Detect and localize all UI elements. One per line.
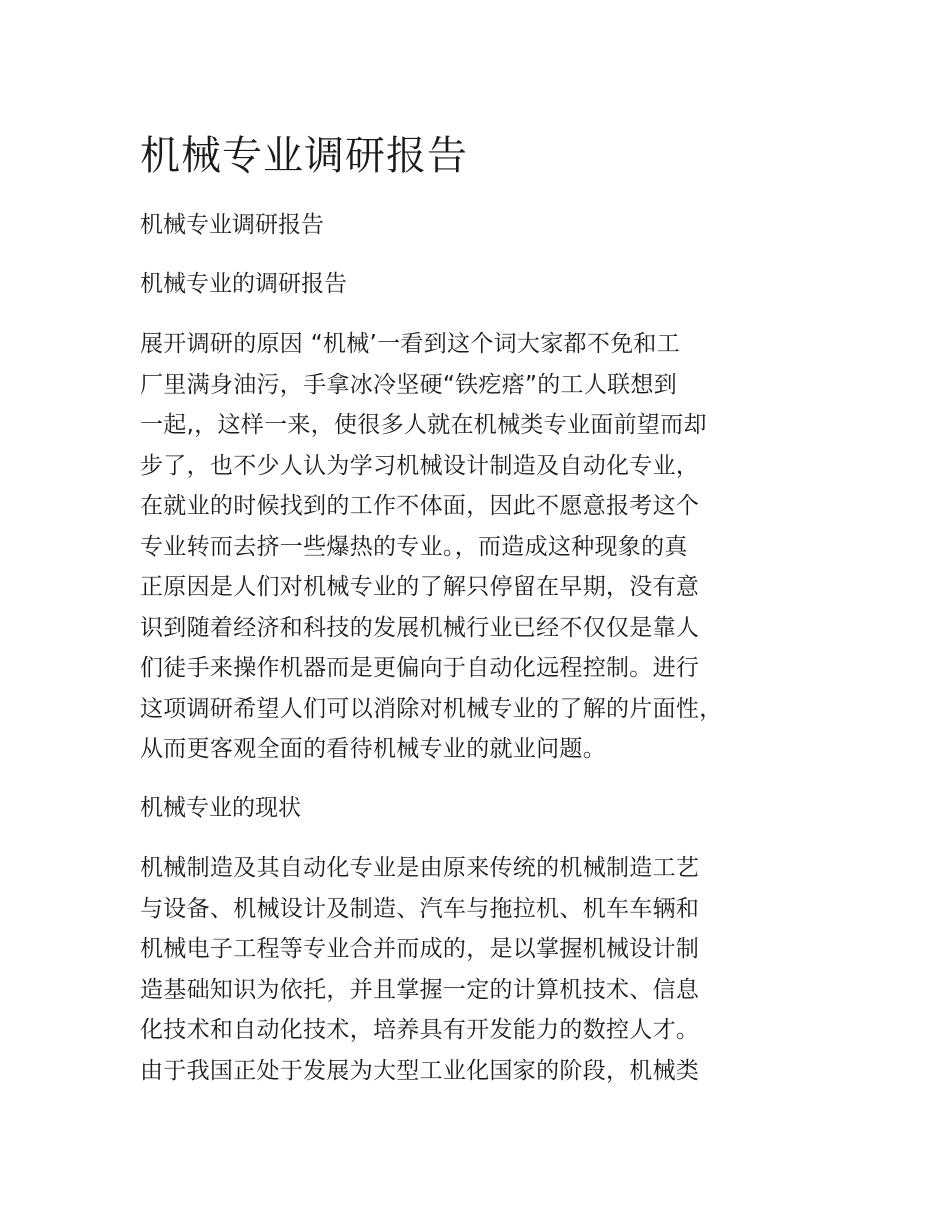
- paragraph-line: 们徒手来操作机器而是更偏向于自动化远程控制。进行: [140, 655, 700, 681]
- paragraph-line: 由于我国正处于发展为大型工业化国家的阶段，机械类: [140, 1057, 700, 1084]
- section-heading-current-status: 机械专业的现状: [140, 795, 301, 821]
- paragraph-line: 这项调研希望人们可以消除对机械专业的了解的片面性，: [140, 695, 723, 722]
- paragraph-line: 识到随着经济和科技的发展机械行业已经不仅仅是靠人: [140, 614, 700, 641]
- paragraph-line: 机械电子工程等专业合并而成的，是以掌握机械设计制: [140, 936, 700, 962]
- paragraph-line: 步了，也不少人认为学习机械设计制造及自动化专业，: [140, 452, 700, 479]
- paragraph-line: 化技术和自动化技术，培养具有开发能力的数控人才。: [140, 1017, 700, 1043]
- paragraph-line: 与设备、机械设计及制造、汽车与拖拉机、机车车辆和: [140, 895, 700, 922]
- document-title: 机械专业调研报告: [140, 133, 468, 179]
- paragraph-line: 在就业的时候找到的工作不体面，因此不愿意报考这个: [140, 493, 700, 519]
- paragraph-line: 从而更客观全面的看待机械专业的就业问题。: [140, 736, 606, 762]
- paragraph-line: 展开调研的原因 “机械’一看到这个词大家都不免和工: [140, 331, 681, 357]
- paragraph-line: 专业转而去挤一些爆热的专业。，而造成这种现象的真: [140, 533, 688, 560]
- document-subtitle: 机械专业调研报告: [140, 212, 324, 238]
- paragraph-line: 机械制造及其自动化专业是由原来传统的机械制造工艺: [140, 855, 700, 881]
- paragraph-line: 一起,，这样一来，使很多人就在机械类专业面前望而却: [140, 412, 707, 438]
- paragraph-current-status: [140, 848, 820, 1091]
- paragraph-line: 正原因是人们对机械专业的了解只停留在早期，没有意: [140, 574, 700, 600]
- section-heading-research-report: 机械专业的调研报告: [140, 271, 347, 297]
- paragraph-line: 厂里满身油污，手拿冰冷坚硬“铁疙瘩”的工人联想到: [140, 371, 678, 398]
- paragraph-line: 造基础知识为依托，并且掌握一定的计算机技术、信息: [140, 976, 700, 1003]
- paragraph-research-reason: [140, 324, 820, 770]
